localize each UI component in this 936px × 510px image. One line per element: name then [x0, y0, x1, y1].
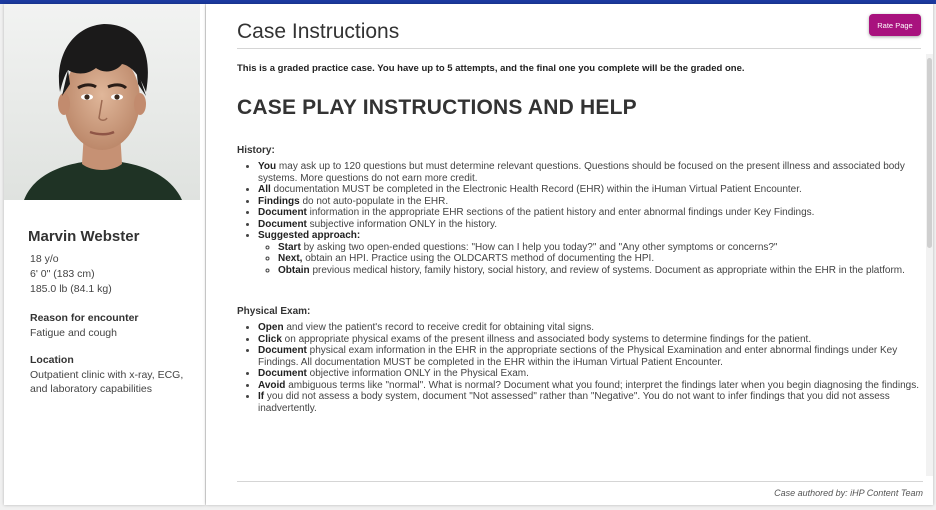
- list-item: • Open and view the patient's record to receive credit for obtaining vital signs.: [258, 322, 923, 334]
- patient-stats: [30, 252, 112, 297]
- list-item: ◦ Start by asking two open-ended questions: "How can I help you today?" and "Any other symptoms or concerns?": [278, 242, 923, 254]
- list-item: • Click on appropriate physical exams of the present illness and associated body systems to determine findings for the patient.: [258, 334, 923, 346]
- list-item: • You may ask up to 120 questions but must determine relevant questions. Questions should be focused on the present illness and associated body systems. More questions do not earn more credit.: [258, 161, 923, 184]
- list-item: • Document physical exam information in the EHR in the appropriate sections of the Physical Examination and enter abnormal findings under Key Findings. All documentation MUST be completed in the EHR within the iHuman Virtual Patient Encounter.: [258, 345, 923, 368]
- encounter-location: [30, 354, 195, 396]
- reason-value: Fatigue and cough: [30, 327, 117, 339]
- patient-height: 6' 0" (183 cm): [30, 268, 95, 280]
- history-list: [237, 161, 923, 276]
- page-title: Case Instructions: [237, 20, 400, 43]
- patient-portrait-image: [4, 4, 200, 200]
- list-item: • Document objective information ONLY in the Physical Exam.: [258, 368, 923, 380]
- location-value: Outpatient clinic with x-ray, ECG, and laboratory capabilities: [30, 369, 184, 395]
- graded-case-notice: This is a graded practice case. You have up to 5 attempts, and the final one you complete will be the graded one.: [237, 63, 745, 74]
- physical-exam-list: [237, 322, 923, 414]
- list-item: • Document subjective information ONLY in the history.: [258, 219, 923, 231]
- patient-age: 18 y/o: [30, 253, 59, 265]
- patient-weight: 185.0 lb (84.1 kg): [30, 283, 112, 295]
- case-author-credit: Case authored by: iHP Content Team: [774, 488, 923, 498]
- patient-sidebar: [4, 4, 205, 505]
- list-item: • Findings do not auto-populate in the EHR.: [258, 196, 923, 208]
- patient-avatar: [4, 4, 200, 200]
- list-item: ◦ Obtain previous medical history, family history, social history, and review of systems. Document as appropriate within the EHR in the platform.: [278, 265, 923, 277]
- physical-exam-section-title: Physical Exam:: [237, 306, 311, 317]
- patient-name: Marvin Webster: [28, 228, 140, 245]
- content-scrollbar[interactable]: [926, 54, 933, 476]
- suggested-approach-list: [258, 242, 923, 277]
- list-item: • All documentation MUST be completed in the Electronic Health Record (EHR) within the iHuman Virtual Patient Encounter.: [258, 184, 923, 196]
- list-item: • If you did not assess a body system, document "Not assessed" rather than "Negative". You do not want to infer findings that you did not assess inadvertently.: [258, 391, 923, 414]
- list-item: • Document information in the appropriate EHR sections of the patient history and enter abnormal findings under Key Findings.: [258, 207, 923, 219]
- header-divider: [237, 48, 921, 49]
- scrollbar-thumb[interactable]: [927, 58, 932, 248]
- rate-page-button[interactable]: Rate Page: [869, 14, 921, 36]
- list-item: • Suggested approach: ◦ Start by asking two open-ended questions: "How can I help you today?" and "Any other symptoms or concerns?" ◦ Next, obtain an HPI. Practice using the OLDCARTS method of documenting the HPI. ◦ Obtain previous medical history, family history, social history, and review of systems. Document as appropriate within the EHR in the platform.: [258, 230, 923, 276]
- instructions-content[interactable]: [237, 56, 923, 478]
- reason-label: Reason for encounter: [30, 312, 139, 324]
- location-label: Location: [30, 354, 74, 366]
- footer-divider: [237, 481, 923, 482]
- list-item: ◦ Next, obtain an HPI. Practice using the OLDCARTS method of documenting the HPI.: [278, 253, 923, 265]
- case-instructions-panel: [206, 4, 933, 505]
- list-item: • Avoid ambiguous terms like "normal". What is normal? Document what you found; interpret the findings later when you begin diagnosing the findings.: [258, 380, 923, 392]
- instructions-heading: CASE PLAY INSTRUCTIONS AND HELP: [237, 96, 637, 119]
- history-section-title: History:: [237, 145, 275, 156]
- reason-for-encounter: [30, 312, 195, 340]
